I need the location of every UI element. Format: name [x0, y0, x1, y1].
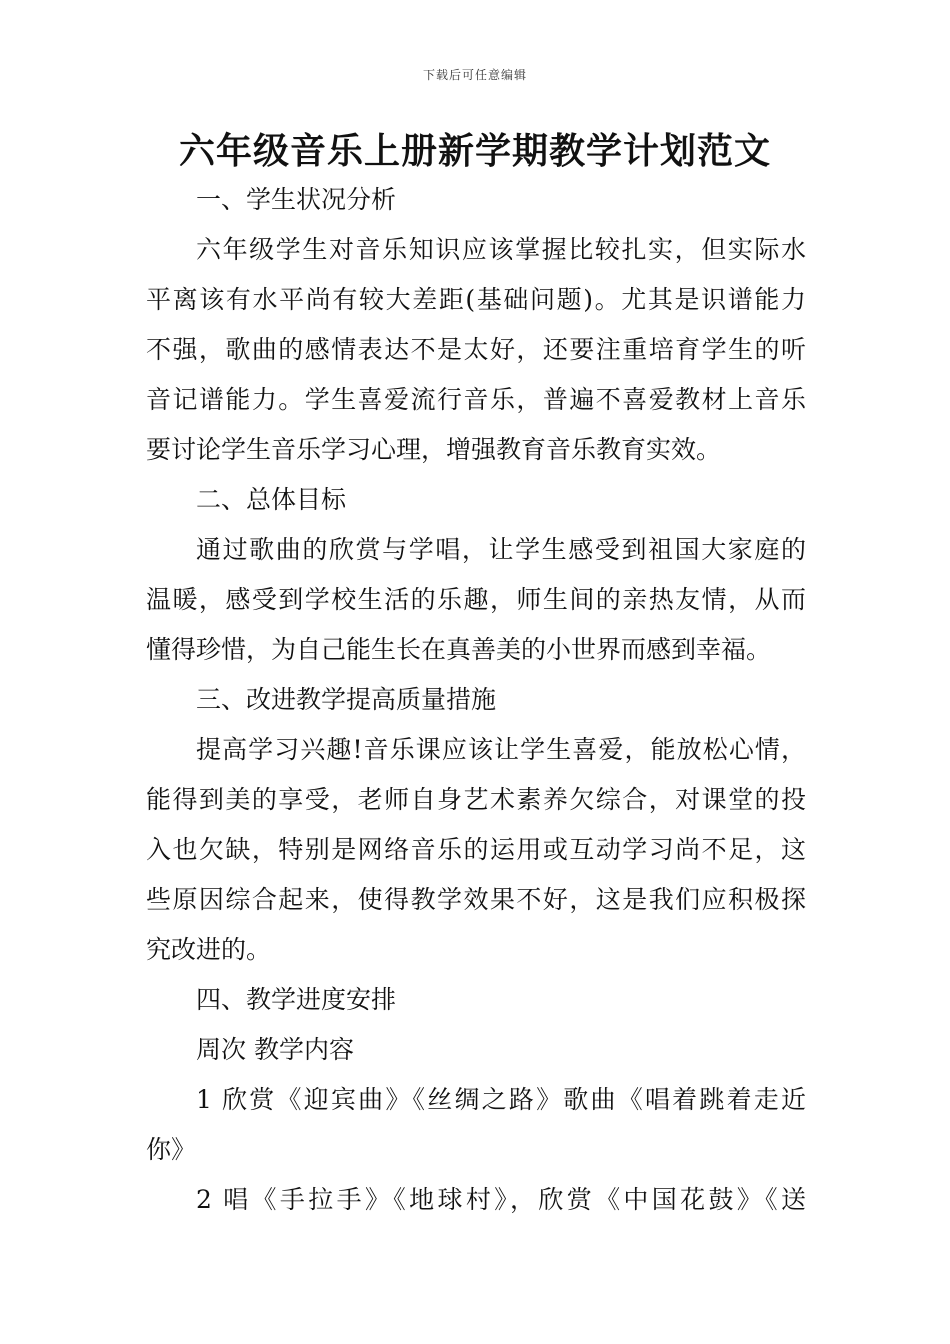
section-heading-1: 一、学生状况分析 — [196, 185, 397, 214]
header-note: 下载后可任意编辑 — [422, 68, 527, 82]
paragraph-line: 温暖，感受到学校生活的乐趣，师生间的亲热友情，从而 — [146, 585, 806, 614]
paragraph-line: 入也欠缺，特别是网络音乐的运用或互动学习尚不足，这 — [146, 835, 806, 864]
paragraph-line: 六年级学生对音乐知识应该掌握比较扎实，但实际水 — [196, 235, 806, 264]
paragraph-line: 通过歌曲的欣赏与学唱，让学生感受到祖国大家庭的 — [196, 535, 806, 564]
document-body — [146, 175, 806, 1225]
schedule-row: 1 欣赏《迎宾曲》《丝绸之路》歌曲《唱着跳着走近 — [196, 1085, 806, 1114]
schedule-row: 2 唱《手拉手》《地球村》，欣赏《中国花鼓》《送 — [196, 1185, 806, 1214]
section-heading-4: 四、教学进度安排 — [196, 985, 397, 1014]
schedule-header: 周次 教学内容 — [196, 1035, 354, 1064]
paragraph-line: 些原因综合起来，使得教学效果不好，这是我们应积极探 — [146, 885, 806, 914]
paragraph-line: 要讨论学生音乐学习心理，增强教育音乐教育实效。 — [146, 435, 722, 464]
paragraph-line: 究改进的。 — [146, 935, 272, 964]
document-title: 六年级音乐上册新学期教学计划范文 — [178, 131, 771, 172]
paragraph-line: 提高学习兴趣!音乐课应该让学生喜爱，能放松心情， — [196, 735, 806, 764]
section-heading-3: 三、改进教学提高质量措施 — [196, 685, 497, 714]
schedule-row: 你》 — [146, 1135, 197, 1164]
paragraph-line: 懂得珍惜，为自己能生长在真善美的小世界而感到幸福。 — [146, 635, 772, 664]
paragraph-line: 不强，歌曲的感情表达不是太好，还要注重培育学生的听 — [146, 335, 806, 364]
section-heading-2: 二、总体目标 — [196, 485, 347, 514]
paragraph-line: 能得到美的享受，老师自身艺术素养欠综合，对课堂的投 — [146, 785, 806, 814]
paragraph-line: 平离该有水平尚有较大差距(基础问题)。尤其是识谱能力 — [146, 285, 806, 314]
paragraph-line: 音记谱能力。学生喜爱流行音乐，普遍不喜爱教材上音乐 — [146, 385, 806, 414]
